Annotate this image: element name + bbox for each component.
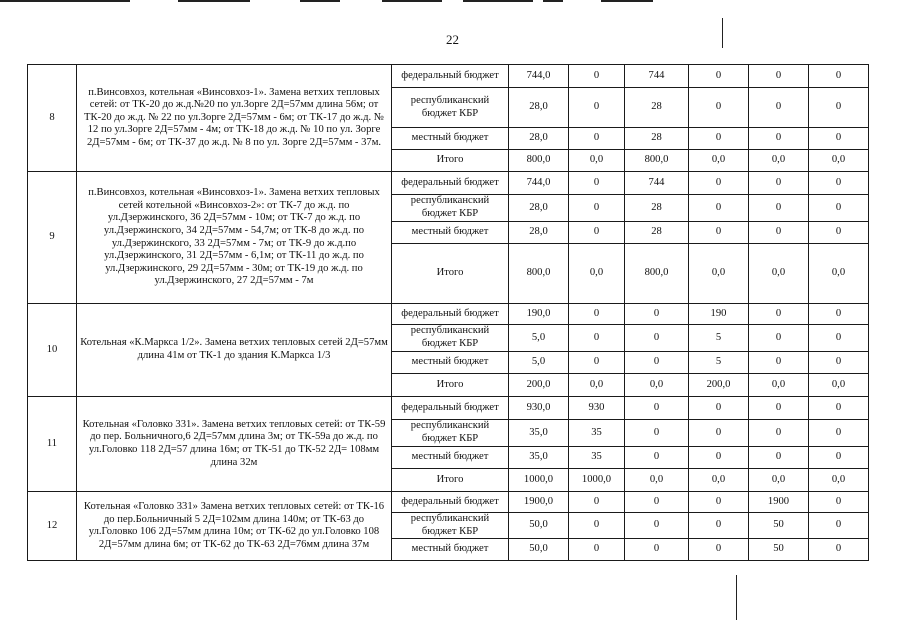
amount-cell: 1000,0 — [569, 469, 625, 492]
amount-cell: 0 — [809, 172, 869, 195]
amount-cell: 0 — [809, 352, 869, 374]
amount-cell: 0 — [809, 397, 869, 420]
amount-cell: 28,0 — [509, 88, 569, 128]
funding-source: федеральный бюджет — [392, 397, 509, 420]
table-row — [28, 397, 869, 420]
amount-cell: 0 — [569, 325, 625, 352]
scan-artifact — [0, 0, 130, 2]
amount-cell: 0 — [569, 65, 625, 88]
table-row — [28, 172, 869, 195]
scan-artifact — [300, 0, 340, 2]
scan-artifact — [178, 0, 250, 2]
amount-cell: 0,0 — [689, 244, 749, 304]
amount-cell: 744 — [625, 65, 689, 88]
amount-cell: 28 — [625, 195, 689, 222]
amount-cell: 0 — [809, 539, 869, 561]
amount-cell: 0 — [689, 172, 749, 195]
item-description: п.Винсовхоз, котельная «Винсовхоз-1». Замена ветхих тепловых сетей котельной «Винсовхоз-2»: от ТК-7 до ж.д. по ул.Дзержинского, 36 2Д=57мм - 10м; от ТК-7 до ж.д. по ул.Дзержинского, 34 2Д=57мм - 54,7м; от ТК-8 до ж.д. по ул.Дзержинского, 33 2Д=57мм - 7м; от ТК-9 до ж.д.по ул.Дзержинского, 31 2Д=57мм - 6,1м; от ТК-11 до ж.д. по ул.Дзержинского, 29 2Д=57мм - 30м; от ТК-19 до ж.д. по ул.Дзержинского, 27 2Д=57мм - 7м — [77, 172, 392, 304]
amount-cell: 0 — [809, 513, 869, 539]
amount-cell: 50 — [749, 539, 809, 561]
amount-cell: 0,0 — [689, 150, 749, 172]
scan-artifact — [382, 0, 442, 2]
amount-cell: 1900 — [749, 492, 809, 513]
amount-cell: 50 — [749, 513, 809, 539]
amount-cell: 0 — [569, 128, 625, 150]
amount-cell: 5 — [689, 352, 749, 374]
amount-cell: 35 — [569, 447, 625, 469]
amount-cell: 5,0 — [509, 352, 569, 374]
amount-cell: 0 — [569, 513, 625, 539]
amount-cell: 28,0 — [509, 128, 569, 150]
amount-cell: 0 — [569, 539, 625, 561]
amount-cell: 28 — [625, 128, 689, 150]
amount-cell: 0 — [625, 420, 689, 447]
amount-cell: 0 — [689, 222, 749, 244]
amount-cell: 0,0 — [689, 469, 749, 492]
amount-cell: 50,0 — [509, 513, 569, 539]
funding-source: республиканский бюджет КБР — [392, 420, 509, 447]
amount-cell: 5 — [689, 325, 749, 352]
funding-source: Итого — [392, 150, 509, 172]
amount-cell: 0 — [689, 447, 749, 469]
scan-artifact — [601, 0, 653, 2]
funding-source: федеральный бюджет — [392, 304, 509, 325]
amount-cell: 0 — [689, 88, 749, 128]
amount-cell: 0,0 — [809, 150, 869, 172]
amount-cell: 0,0 — [569, 244, 625, 304]
amount-cell: 200,0 — [689, 374, 749, 397]
amount-cell: 190 — [689, 304, 749, 325]
amount-cell: 0 — [689, 539, 749, 561]
amount-cell: 0 — [749, 172, 809, 195]
item-description: Котельная «К.Маркса 1/2». Замена ветхих тепловых сетей 2Д=57мм длина 41м от ТК-1 до здания К.Маркса 1/3 — [77, 304, 392, 397]
item-number: 8 — [28, 65, 77, 172]
amount-cell: 0 — [569, 352, 625, 374]
amount-cell: 28 — [625, 222, 689, 244]
amount-cell: 0 — [625, 325, 689, 352]
amount-cell: 0 — [749, 88, 809, 128]
amount-cell: 0,0 — [809, 244, 869, 304]
amount-cell: 0,0 — [569, 150, 625, 172]
amount-cell: 50,0 — [509, 539, 569, 561]
item-number: 9 — [28, 172, 77, 304]
funding-source: республиканский бюджет КБР — [392, 195, 509, 222]
amount-cell: 1900,0 — [509, 492, 569, 513]
amount-cell: 0 — [749, 195, 809, 222]
amount-cell: 0,0 — [749, 244, 809, 304]
amount-cell: 190,0 — [509, 304, 569, 325]
budget-table — [27, 64, 869, 561]
funding-source: республиканский бюджет КБР — [392, 88, 509, 128]
item-description: Котельная «Головко 331» Замена ветхих тепловых сетей: от ТК-16 до пер.Больничный 5 2Д=102мм длина 140м; от ТК-63 до ул.Головко 106 2Д=57мм длина 10м; от ТК-62 до ул.Головко 108 2Д=57мм длина 6м; от ТК-62 до ТК-63 2Д=76мм длина 37м — [77, 492, 392, 561]
scan-artifact — [736, 575, 737, 620]
item-description: п.Винсовхоз, котельная «Винсовхоз-1». Замена ветхих тепловых сетей: от ТК-20 до ж.д.№20 по ул.Зорге 2Д=57мм длина 56м; от ТК-20 до ж.д. № 22 по ул.Зорге 2Д=57мм - 6м; от ТК-17 до ж.д. № 12 по ул.Зорге 2Д=57мм - 4м; от ТК-18 до ж.д. № 10 по ул. Зорге 2Д=57мм - 6м; от ТК-37 до ж.д. № 8 по ул. Зорге 2Д=57мм - 37м. — [77, 65, 392, 172]
funding-source: Итого — [392, 469, 509, 492]
amount-cell: 0 — [809, 492, 869, 513]
amount-cell: 35,0 — [509, 420, 569, 447]
amount-cell: 800,0 — [509, 150, 569, 172]
amount-cell: 0 — [749, 65, 809, 88]
amount-cell: 1000,0 — [509, 469, 569, 492]
amount-cell: 0 — [625, 447, 689, 469]
amount-cell: 0 — [689, 195, 749, 222]
amount-cell: 0 — [749, 397, 809, 420]
amount-cell: 200,0 — [509, 374, 569, 397]
item-number: 10 — [28, 304, 77, 397]
amount-cell: 28,0 — [509, 195, 569, 222]
amount-cell: 28,0 — [509, 222, 569, 244]
amount-cell: 0 — [809, 304, 869, 325]
amount-cell: 0 — [569, 172, 625, 195]
amount-cell: 35 — [569, 420, 625, 447]
table-row — [28, 492, 869, 513]
amount-cell: 0 — [749, 447, 809, 469]
amount-cell: 28 — [625, 88, 689, 128]
item-number: 12 — [28, 492, 77, 561]
amount-cell: 0 — [569, 222, 625, 244]
amount-cell: 800,0 — [625, 244, 689, 304]
amount-cell: 0 — [809, 325, 869, 352]
funding-source: республиканский бюджет КБР — [392, 325, 509, 352]
scan-artifact — [543, 0, 563, 2]
amount-cell: 930 — [569, 397, 625, 420]
item-number: 11 — [28, 397, 77, 492]
amount-cell: 0,0 — [749, 374, 809, 397]
amount-cell: 0 — [809, 420, 869, 447]
amount-cell: 0,0 — [809, 374, 869, 397]
amount-cell: 0,0 — [809, 469, 869, 492]
funding-source: федеральный бюджет — [392, 172, 509, 195]
table-row — [28, 304, 869, 325]
amount-cell: 0 — [569, 304, 625, 325]
amount-cell: 0 — [809, 195, 869, 222]
funding-source: федеральный бюджет — [392, 65, 509, 88]
amount-cell: 0 — [749, 128, 809, 150]
amount-cell: 0 — [689, 128, 749, 150]
amount-cell: 0 — [625, 304, 689, 325]
amount-cell: 0 — [625, 352, 689, 374]
amount-cell: 0,0 — [625, 374, 689, 397]
amount-cell: 800,0 — [625, 150, 689, 172]
amount-cell: 0 — [809, 222, 869, 244]
amount-cell: 0 — [689, 420, 749, 447]
amount-cell: 0 — [809, 447, 869, 469]
amount-cell: 0 — [809, 88, 869, 128]
page-number: 22 — [446, 32, 459, 47]
funding-source: местный бюджет — [392, 447, 509, 469]
amount-cell: 0 — [689, 492, 749, 513]
scan-artifact — [463, 0, 533, 2]
amount-cell: 0 — [749, 304, 809, 325]
amount-cell: 0 — [569, 195, 625, 222]
funding-source: Итого — [392, 244, 509, 304]
amount-cell: 0 — [625, 492, 689, 513]
amount-cell: 0,0 — [569, 374, 625, 397]
amount-cell: 0 — [625, 539, 689, 561]
item-description: Котельная «Головко 331». Замена ветхих тепловых сетей: от ТК-59 до пер. Больничного,6 2Д=57мм длина 3м; от ТК-59а до ж.д. по ул.Головко 118 2Д=57 длина 16м; от ТК-51 до ТК-52 2Д= 108мм длина 32м — [77, 397, 392, 492]
amount-cell: 0 — [809, 128, 869, 150]
amount-cell: 0 — [569, 492, 625, 513]
funding-source: федеральный бюджет — [392, 492, 509, 513]
funding-source: республиканский бюджет КБР — [392, 513, 509, 539]
amount-cell: 0 — [689, 65, 749, 88]
amount-cell: 0 — [749, 325, 809, 352]
funding-source: местный бюджет — [392, 222, 509, 244]
amount-cell: 0 — [689, 397, 749, 420]
table-row — [28, 65, 869, 88]
amount-cell: 35,0 — [509, 447, 569, 469]
amount-cell: 0 — [749, 420, 809, 447]
amount-cell: 0 — [625, 397, 689, 420]
amount-cell: 0,0 — [749, 150, 809, 172]
amount-cell: 0 — [689, 513, 749, 539]
funding-source: местный бюджет — [392, 539, 509, 561]
amount-cell: 800,0 — [509, 244, 569, 304]
amount-cell: 5,0 — [509, 325, 569, 352]
amount-cell: 0,0 — [749, 469, 809, 492]
amount-cell: 0 — [749, 222, 809, 244]
funding-source: местный бюджет — [392, 128, 509, 150]
amount-cell: 744,0 — [509, 65, 569, 88]
amount-cell: 0 — [625, 513, 689, 539]
funding-source: местный бюджет — [392, 352, 509, 374]
amount-cell: 930,0 — [509, 397, 569, 420]
amount-cell: 0,0 — [625, 469, 689, 492]
amount-cell: 0 — [809, 65, 869, 88]
amount-cell: 744,0 — [509, 172, 569, 195]
amount-cell: 0 — [749, 352, 809, 374]
amount-cell: 744 — [625, 172, 689, 195]
amount-cell: 0 — [569, 88, 625, 128]
funding-source: Итого — [392, 374, 509, 397]
